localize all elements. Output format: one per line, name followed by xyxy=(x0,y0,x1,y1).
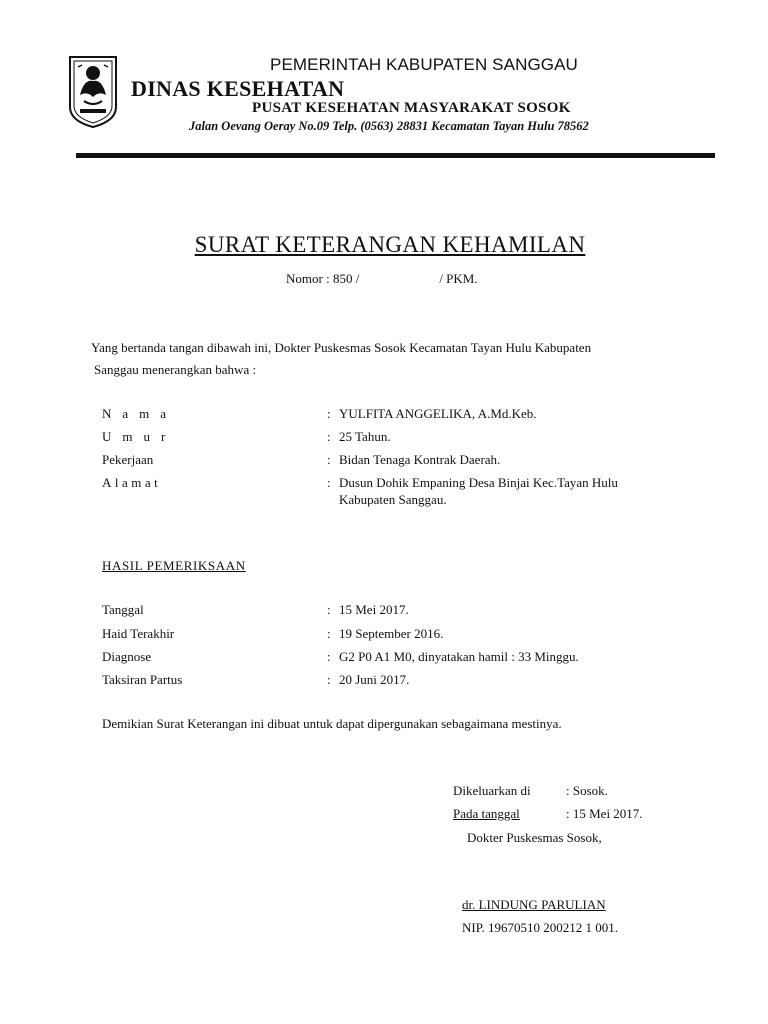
nama-value: YULFITA ANGGELIKA, A.Md.Keb. xyxy=(339,406,537,421)
letterhead-facility: PUSAT KESEHATAN MASYARAKAT SOSOK xyxy=(252,100,571,116)
intro-line-1: Yang bertanda tangan dibawah ini, Dokter Puskesmas Sosok Kecamatan Tayan Hulu Kabupaten xyxy=(91,340,592,355)
letterhead-divider xyxy=(76,153,715,158)
haid-colon: : xyxy=(327,626,331,641)
tanggal-colon: : xyxy=(327,602,331,617)
issued-date xyxy=(453,806,643,822)
alamat-colon: : xyxy=(327,475,331,490)
issued-date-value: : 15 Mei 2017. xyxy=(566,806,643,821)
umur-value: 25 Tahun. xyxy=(339,429,391,444)
issued-at-value: : Sosok. xyxy=(566,783,608,798)
umur-label: Umur xyxy=(102,429,177,444)
diagnose-colon: : xyxy=(327,649,331,664)
signatory-position: Dokter Puskesmas Sosok, xyxy=(467,830,602,845)
letterhead-government: PEMERINTAH KABUPATEN SANGGAU xyxy=(270,55,578,74)
document-number-suffix: / PKM. xyxy=(439,271,478,286)
letterhead-agency: DINAS KESEHATAN xyxy=(131,76,345,101)
pekerjaan-colon: : xyxy=(327,452,331,467)
nama-label: Nama xyxy=(102,406,178,421)
document-number xyxy=(286,271,478,287)
letterhead-address: Jalan Oevang Oeray No.09 Telp. (0563) 28831 Kecamatan Tayan Hulu 78562 xyxy=(189,119,589,133)
taksiran-value: 20 Juni 2017. xyxy=(339,672,410,687)
tanggal-label: Tanggal xyxy=(102,602,144,617)
document-title: SURAT KETERANGAN KEHAMILAN xyxy=(194,232,586,257)
signatory-name: dr. LINDUNG PARULIAN xyxy=(462,897,606,912)
taksiran-label: Taksiran Partus xyxy=(102,672,183,687)
haid-label: Haid Terakhir xyxy=(102,626,175,641)
pekerjaan-value: Bidan Tenaga Kontrak Daerah. xyxy=(339,452,501,467)
alamat-value-line-2: Kabupaten Sanggau. xyxy=(339,492,447,507)
document-number-label: Nomor : 850 / xyxy=(286,271,360,286)
haid-value: 19 September 2016. xyxy=(339,626,444,641)
diagnose-label: Diagnose xyxy=(102,649,152,664)
pekerjaan-label: Pekerjaan xyxy=(102,452,154,467)
exam-heading: HASIL PEMERIKSAAN xyxy=(102,558,246,573)
tanggal-value: 15 Mei 2017. xyxy=(339,602,409,617)
regency-coat-of-arms-icon xyxy=(66,51,120,129)
umur-colon: : xyxy=(327,429,331,444)
issued-at-label: Dikeluarkan di xyxy=(453,783,531,798)
intro-line-2: Sanggau menerangkan bahwa : xyxy=(94,362,257,377)
taksiran-colon: : xyxy=(327,672,331,687)
alamat-label: Alamat xyxy=(102,475,162,490)
diagnose-value: G2 P0 A1 M0, dinyatakan hamil : 33 Minggu. xyxy=(339,649,579,664)
signatory-nip: NIP. 19670510 200212 1 001. xyxy=(462,920,619,935)
alamat-value-line-1: Dusun Dohik Empaning Desa Binjai Kec.Tayan Hulu xyxy=(339,475,618,490)
nama-colon: : xyxy=(327,406,331,421)
issued-date-label: Pada tanggal xyxy=(453,806,520,821)
closing-statement: Demikian Surat Keterangan ini dibuat untuk dapat dipergunakan sebagaimana mestinya. xyxy=(102,716,562,731)
